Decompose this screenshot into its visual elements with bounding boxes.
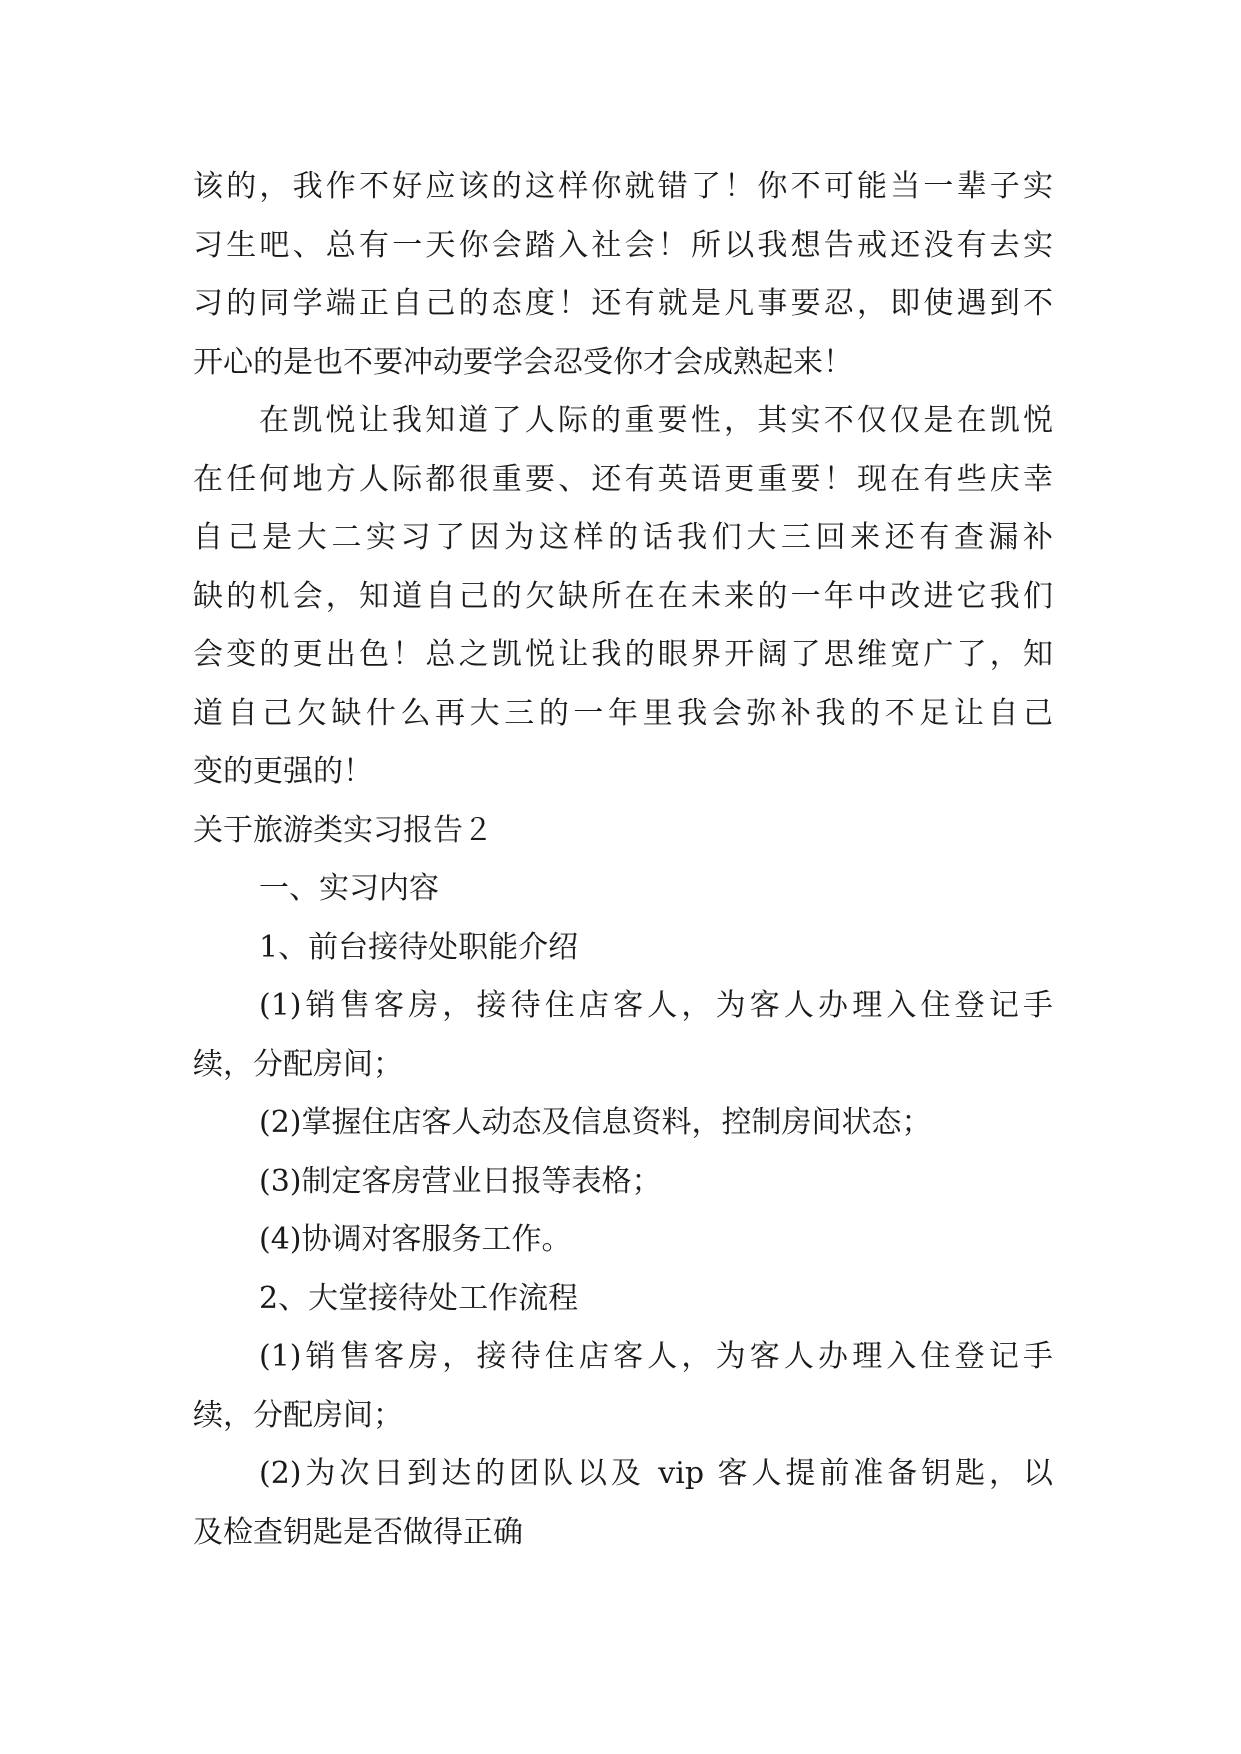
list-item-line: (2)掌握住店客人动态及信息资料，控制房间状态； xyxy=(259,1105,932,1140)
paragraph-line: 变的更强的！ xyxy=(193,754,373,789)
paragraph-line: 在任何地方人际都很重要、还有英语更重要！现在有些庆幸 xyxy=(193,461,1053,497)
paragraph-line: 道自己欠缺什么再大三的一年里我会弥补我的不足让自己 xyxy=(193,695,1053,731)
document-body xyxy=(193,158,1053,1562)
paragraph-line: 习生吧、总有一天你会踏入社会！所以我想告戒还没有去实 xyxy=(193,227,1053,263)
paragraph-line: 开心的是也不要冲动要学会忍受你才会成熟起来！ xyxy=(193,344,853,380)
list-item-line: (3)制定客房营业日报等表格； xyxy=(259,1163,662,1199)
paragraph-line: 该的，我作不好应该的这样你就错了！你不可能当一辈子实 xyxy=(193,169,1053,204)
paragraph-line: 缺的机会，知道自己的欠缺所在在未来的一年中改进它我们 xyxy=(193,578,1053,614)
list-item-line: (1)销售客房，接待住店客人，为客人办理入住登记手 xyxy=(259,1339,1053,1374)
list-item-line: 及检查钥匙是否做得正确 xyxy=(193,1514,523,1550)
list-item-line: 续，分配房间； xyxy=(193,1397,403,1433)
paragraph-line: 习的同学端正自己的态度！还有就是凡事要忍，即使遇到不 xyxy=(193,286,1053,321)
list-item-line: (1)销售客房，接待住店客人，为客人办理入住登记手 xyxy=(259,988,1053,1023)
section-title: 关于旅游类实习报告２ xyxy=(193,812,493,848)
paragraph-line: 自己是大二实习了因为这样的话我们大三回来还有查漏补 xyxy=(193,520,1053,555)
paragraph-line: 会变的更出色！总之凯悦让我的眼界开阔了思维宽广了，知 xyxy=(193,637,1053,672)
paragraph-line: 在凯悦让我知道了人际的重要性，其实不仅仅是在凯悦 xyxy=(259,403,1053,438)
list-item-line: (2)为次日到达的团队以及 vip 客人提前准备钥匙，以 xyxy=(259,1456,1053,1491)
list-item-line: (4)协调对客服务工作。 xyxy=(259,1222,572,1257)
subsection-heading: 2、大堂接待处工作流程 xyxy=(259,1280,579,1316)
subsection-heading: 1、前台接待处职能介绍 xyxy=(259,929,579,965)
section-heading: 一、实习内容 xyxy=(259,871,439,906)
list-item-line: 续，分配房间； xyxy=(193,1046,403,1082)
